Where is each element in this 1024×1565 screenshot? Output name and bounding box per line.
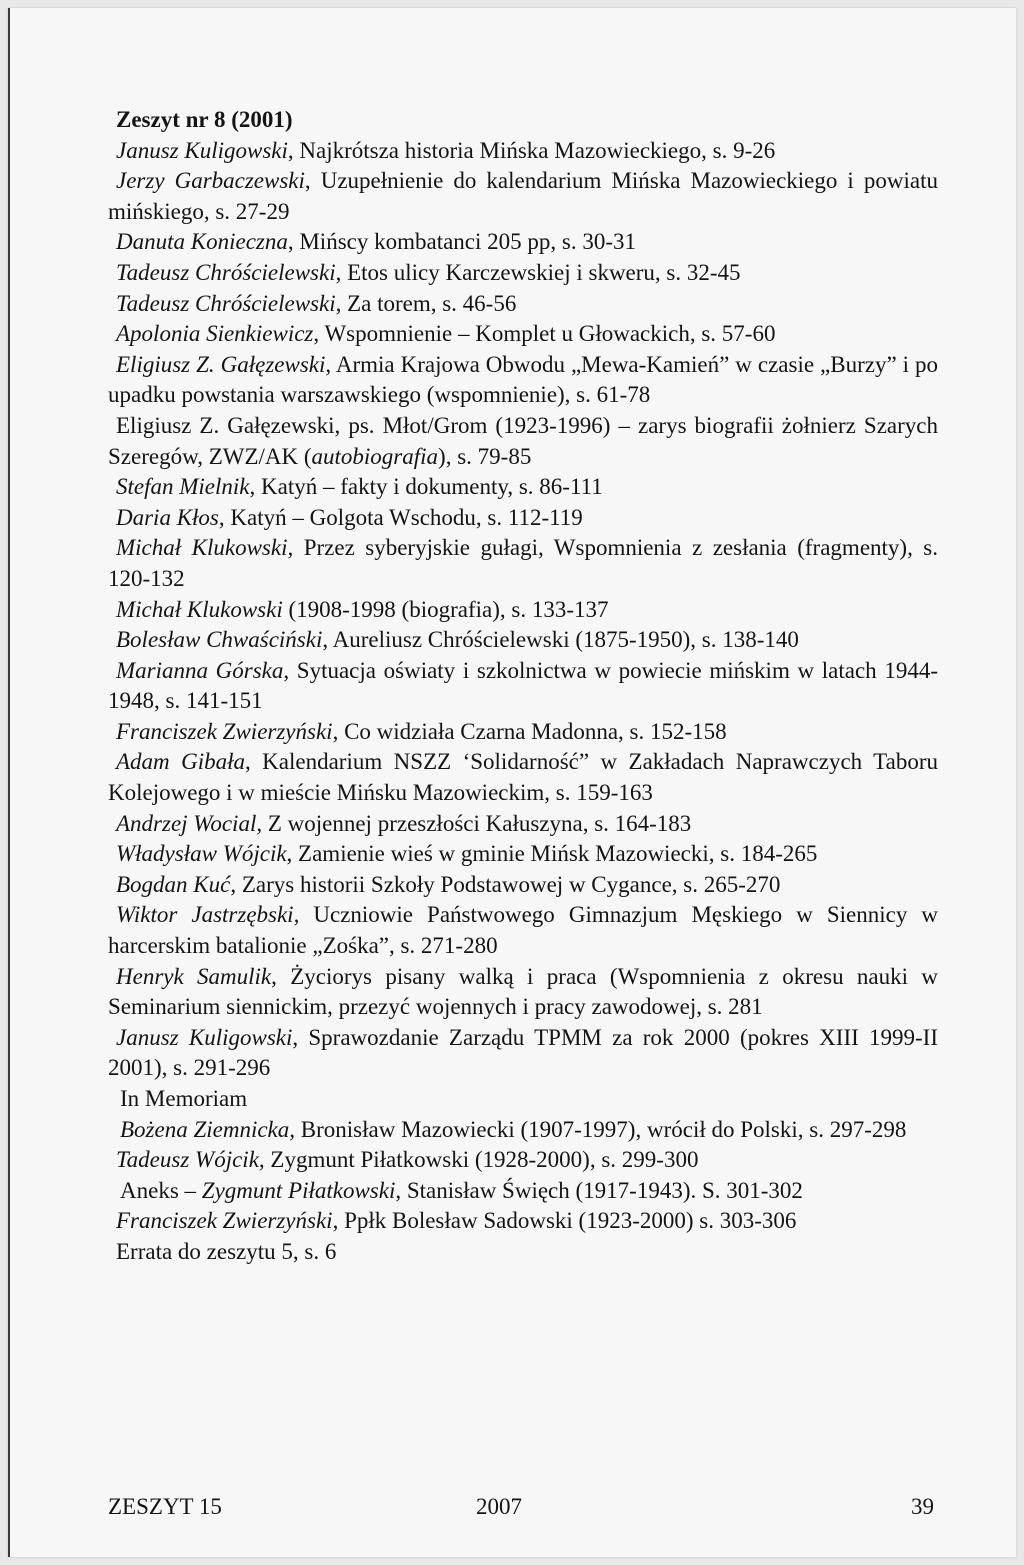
entry-author: Bolesław Chwaściński (116, 627, 323, 653)
entry-lead: Aneks – (120, 1177, 202, 1203)
entry-title: , Wspomnienie – Komplet u Głowackich, s. 57-60 (313, 321, 776, 347)
entry-title: (1908-1998 (biografia), s. 133-137 (282, 596, 609, 622)
entry-author: Henryk Samulik (116, 963, 272, 989)
entry-title: Uczniowie Państwowego Gimnazjum Męskiego w Siennicy w harcerskim batalionie „Zośka”, s. 271-280 (108, 902, 938, 959)
entry-title: , Ppłk Bolesław Sadowski (1923-2000) s. 303-306 (332, 1208, 797, 1234)
entry-title: , Katyń – Golgota Wschodu, s. 112-119 (218, 504, 583, 530)
toc-entry (108, 258, 938, 289)
entry-author: Janusz Kuligowski (116, 1024, 293, 1050)
toc-entry (108, 1023, 938, 1084)
section-label (108, 1084, 938, 1115)
entry-title: Przez syberyjskie gułagi, Wspomnienia z zesłania (fragmenty), s. 120-132 (108, 535, 939, 591)
toc-entry (108, 1206, 938, 1237)
entry-author: Bogdan Kuć (116, 871, 231, 897)
entry-author: Franciszek Zwierzyński (116, 718, 333, 744)
entry-author: Wiktor Jastrzębski, (116, 902, 300, 928)
toc-entry (108, 809, 938, 840)
toc-entry (108, 1115, 938, 1146)
entry-title: , Uzupełnienie do kalendarium Mińska Mazowieckiego i powiatu mińskiego, s. 27-29 (108, 168, 938, 224)
issue-heading: Zeszyt nr 8 (2001) (116, 107, 293, 132)
document-page (8, 8, 1016, 1557)
toc-entry (108, 1145, 938, 1176)
entry-author: Marianna Górska (116, 657, 284, 683)
entry-title: , Zygmunt Piłatkowski (1928-2000), s. 299-300 (258, 1147, 699, 1173)
toc-entry (108, 747, 938, 808)
toc-entry (108, 656, 938, 717)
toc-entry (108, 472, 938, 503)
toc-entry (108, 1237, 938, 1268)
entry-author: Janusz Kuligowski (116, 137, 288, 163)
toc-entry (108, 533, 938, 594)
entry-author: Franciszek Zwierzyński (116, 1208, 333, 1234)
toc-entry (108, 411, 938, 472)
entry-author: Tadeusz Chróścielewski (116, 259, 336, 285)
entry-title: , Co widziała Czarna Madonna, s. 152-158 (332, 718, 727, 744)
entry-author: Jerzy Garbaczewski (116, 168, 305, 194)
toc-entry (108, 717, 938, 748)
footer-journal: ZESZYT 15 (108, 1494, 222, 1519)
toc-entry (108, 166, 938, 227)
entry-author: Michał Klukowski, (116, 535, 294, 561)
entry-title: Errata do zeszytu 5, s. 6 (116, 1238, 337, 1264)
entry-title: , Aureliusz Chróścielewski (1875-1950), s. 138-140 (322, 627, 799, 653)
entry-author: Stefan Mielnik (116, 474, 250, 500)
entry-author: Andrzej Wocial, (116, 810, 263, 836)
entry-author: Tadeusz Chróścielewski (116, 290, 336, 316)
toc-entry (108, 900, 938, 961)
toc-entry (108, 595, 938, 626)
entry-title: , Zarys historii Szkoły Podstawowej w Cygance, s. 265-270 (230, 871, 781, 897)
entry-title: Eligiusz Z. Gałęzewski, ps. Młot/Grom (1923-1996) – zarys biografii żołnierz Szarych Szeregów, ZWZ/AK ( (108, 412, 938, 469)
entry-title: , Za torem, s. 46-56 (335, 290, 517, 316)
entry-title: , Katyń – fakty i dokumenty, s. 86-111 (249, 474, 603, 500)
entry-author: Danuta Konieczna (116, 229, 288, 255)
entry-title: , Sprawozdanie Zarządu TPMM za rok 2000 (pokres XIII 1999-II 2001), s. 291-296 (108, 1024, 938, 1081)
entry-title: , Armia Krajowa Obwodu „Mewa-Kamień” w czasie „Burzy” i po upadku powstania warszawskiego (wspomnienie), s. 61-78 (108, 351, 939, 408)
entry-author: Władysław Wójcik (116, 841, 287, 867)
entry-title: , Mińscy kombatanci 205 pp, s. 30-31 (287, 229, 637, 255)
entry-author: Zygmunt Piłatkowski (201, 1177, 396, 1203)
entry-author: Apolonia Sienkiewicz (116, 321, 314, 347)
toc-entry (108, 136, 938, 167)
entry-title: , Życiorys pisany walką i praca (Wspomnienia z okresu nauki w Seminarium siennickim, przezyć wojennych i pracy zawodowej, s. 281 (108, 963, 938, 1020)
table-of-contents (108, 105, 938, 1268)
toc-entry (108, 227, 938, 258)
entry-title: , Zamienie wieś w gminie Mińsk Mazowiecki, s. 184-265 (286, 841, 818, 867)
footer-year: 2007 (476, 1494, 522, 1519)
entry-author: Daria Kłos (116, 504, 219, 530)
toc-entry (108, 625, 938, 656)
page-number: 39 (911, 1494, 934, 1519)
toc-entry (108, 839, 938, 870)
entry-author: Bożena Ziemnicka, (120, 1116, 296, 1142)
toc-entry (108, 962, 938, 1023)
entry-pages: ), s. 79-85 (438, 443, 532, 469)
entry-title: In Memoriam (120, 1086, 248, 1111)
entry-title: , Sytuacja oświaty i szkolnictwa w powiecie mińskim w latach 1944-1948, s. 141-151 (108, 657, 938, 714)
toc-entry (108, 870, 938, 901)
entry-author: Adam Gibała (116, 749, 245, 775)
entry-author: Eligiusz Z. Gałęzewski (116, 351, 326, 377)
entry-title: , Najkrótsza historia Mińska Mazowieckiego, s. 9-26 (287, 137, 776, 163)
entry-author: Tadeusz Wójcik (116, 1147, 259, 1173)
toc-entry (108, 319, 938, 350)
entry-italic-note: autobiografia (311, 443, 439, 469)
entry-author: Michał Klukowski (116, 596, 283, 622)
entry-title: Bronisław Mazowiecki (1907-1997), wrócił do Polski, s. 297-298 (295, 1116, 907, 1142)
entry-title: Z wojennej przeszłości Kałuszyna, s. 164-183 (262, 810, 692, 836)
toc-entry (108, 350, 938, 411)
toc-entry (108, 289, 938, 320)
toc-entry (108, 503, 938, 534)
entry-title: , Etos ulicy Karczewskiej i skweru, s. 32-45 (335, 259, 741, 285)
entry-title: , Kalendarium NSZZ ‘Solidarność” w Zakładach Naprawczych Taboru Kolejowego i w mieście Mińsku Mazowieckim, s. 159-163 (108, 749, 938, 806)
entry-title: , Stanisław Święch (1917-1943). S. 301-302 (395, 1177, 803, 1203)
toc-entry (108, 1176, 938, 1207)
